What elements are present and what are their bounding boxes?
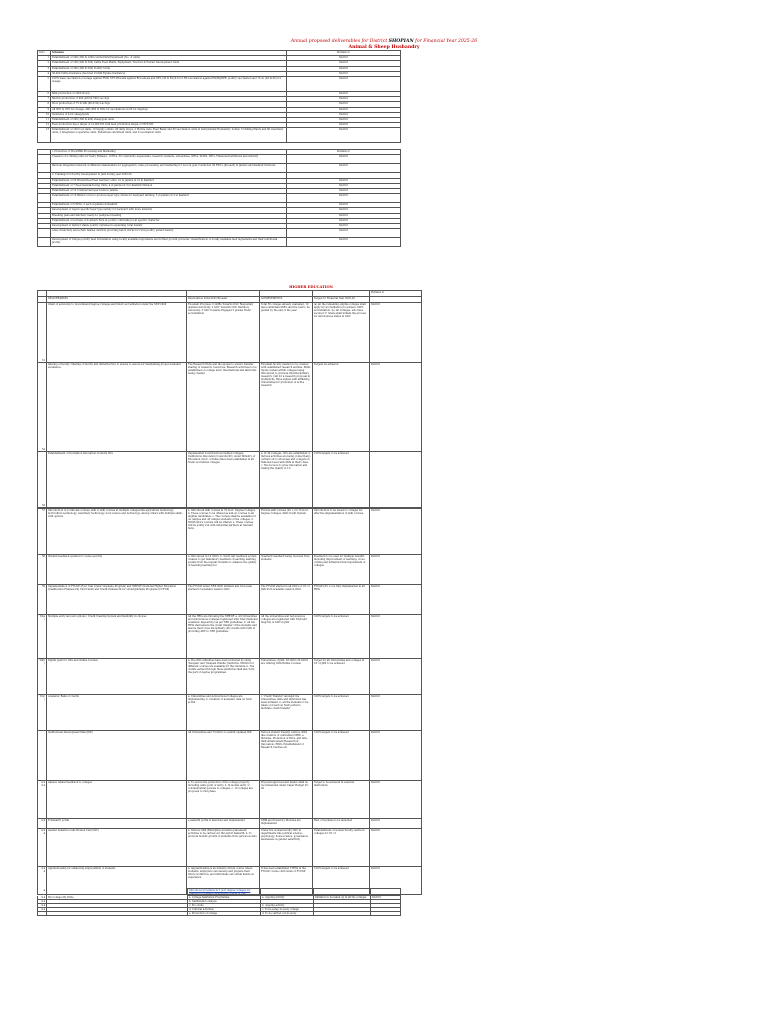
row-deliverable: Sharing of faculty: Sharing of faculty and infrastructure to ensure to ensure for maintaining proper academic excellence: [47, 363, 187, 452]
row-pertains: District: [370, 867, 422, 895]
row-number: 53: [38, 452, 47, 508]
table-row: [38, 143, 401, 150]
row-status: District: [287, 218, 401, 223]
row-status: District: [287, 155, 401, 164]
row-number: [38, 155, 51, 164]
table-row: [38, 194, 401, 203]
higher-education-label: HIGHER EDUCATION: [289, 285, 333, 289]
row-status: District: [287, 117, 401, 122]
row-intervention: a. Universities and Autonomous Colleges are implementing. b. Creation of academic data on NAD portal: [187, 695, 260, 731]
table-row: [38, 76, 401, 91]
row-pertains: District: [370, 731, 422, 781]
row-achievement: Various student friendly centres, IDPs like creation of centralized OBM, e-libraries, Promotion of IDCs, and ADs, Skill enhancement Research & Innovation, EDPs, Establishment of Research Centres etc.: [260, 731, 313, 781]
row-activity: Mutton production of 400 (450 & 500) Lac Kgs: [51, 97, 287, 102]
row-intervention: c. Eco clubs: [188, 904, 261, 908]
row-number: 4 4: [38, 908, 47, 912]
row-status: District: [287, 97, 401, 102]
row-status: District: [287, 123, 401, 128]
row-activity: 100% mass vaccination coverage against FMD, 55% Brucella against Brucellosis and 80% (30 & 50) ILS for HS vaccination against HS/BQ/PPR, poultry vaccination and 70 Ac (40 & 80) for dosage: [51, 76, 287, 91]
table-row: [38, 555, 422, 585]
row-deliverable: Apprenticeship for enhancing employability of students: [47, 867, 187, 895]
row-activity: Establishment of 10 Million crore to produce layer type chicks for backyard farming, 5 in Jammu & 5 in Kashmir: [51, 194, 287, 203]
row-achievement: a. In 30 Colleges, IICs are established. b. Various activities are being (collectively) carried out to showcase and compete in National Level with IIMs in their cities. c. The focus is to grow innovation and raising the quality of I.C.: [260, 452, 313, 508]
row-number: 4 4: [38, 896, 47, 900]
row-activity: Establishment of 10 Commercial layer Units in Jammu: [51, 189, 287, 194]
row-status: District: [287, 229, 401, 238]
row-target: 100% targets to be achieved: [313, 452, 370, 508]
row-activity: Build an integrated network of different stakeholders for aggregation, value processing, and marketing for wool & goat Conducted 30 FPO's (40 each) in Jammu and Kashmir Divisions: [51, 164, 287, 173]
row-target: 100% targets to be achieved: [313, 615, 370, 659]
row-status: District: [287, 102, 401, 107]
row-intervention: d. Cultural activities: [188, 908, 261, 912]
table-row: [38, 781, 422, 819]
row-intervention: The FYUGP under NEP 2020 initiated and four-scale started for academic session 2022: [187, 585, 260, 615]
row-number: 4: [38, 71, 51, 76]
table-row: [38, 731, 422, 781]
animal-husbandry-table: [37, 50, 401, 247]
row-number: [38, 229, 51, 238]
table-row: [38, 452, 422, 508]
row-number: 59: [38, 585, 47, 615]
row-achievement: All the universities and Autonomous colleges are registered with NAD and majority of GDC in J&K: [260, 615, 313, 659]
row-achievement: It has been established 5 HEIs in the FYUGP course curriculum of FYUGP: [260, 867, 313, 895]
row-activity: Development of region specific layer type variety for backyard with more intensity: [51, 208, 287, 213]
row-activity: Area of hatchery and a Fern market districts providing hatch chicks for rural poultry parent density: [51, 229, 287, 238]
row-target: 100% targets to be achieved: [313, 867, 370, 895]
row-activity: Breeding pens and hatchery ready for pedigree breeding: [51, 213, 287, 218]
row-activity: Milk production of 1000 lit (kl): [51, 91, 287, 96]
row-intervention: a. To secure the protection of the college property, including walls point of entry. b. In mobile entry of colonial/cabral persons to colleges. c. 10 colleges are proposed to 2nd phase: [187, 781, 260, 819]
row-target: Establishment of women faculty centre in colleges for UT of: [313, 829, 370, 867]
row-deliverable: Annexe related feedback to colleges: [47, 781, 187, 819]
row-activity: [51, 143, 287, 150]
section-title: Animal & Sheep Husbandry: [348, 44, 420, 50]
row-activity: Establishment of 5 PPUs, 3 each in Jammu & Kashmir: [51, 203, 287, 208]
row-number: 11: [38, 117, 51, 122]
row-activity: Establishment of a Grade of Southern Fern at poultry cultivating local specific character: [51, 218, 287, 223]
row-achievement: Excellent faculty relation to be created with established research entities. Multi-Spoke system within colleges being introduced to promote interdisciplinary research. Call for a research proposal in multiplicity. Have signed with affiliating Universities for promotion of active research: [260, 363, 313, 452]
table-row: [38, 164, 401, 173]
row-pertains: District: [370, 829, 422, 867]
row-number: 59(a): [38, 615, 47, 659]
row-status: Pertains to: [287, 150, 401, 155]
header-intervention: Introduced programs in 5 govt degree colleges for training for student/ ex-students course of J&K: [188, 889, 261, 896]
row-pertains: [371, 912, 401, 916]
row-number: 4 4: [38, 819, 47, 829]
row-deliverable: Multiple entry and exit options / Credit Clearing System and flexibility in choices: [47, 615, 187, 659]
row-activity: Establishment of 100 (200 & 500) Cattle Feed Plants, Equipment, Tractors & Fodder Development Units: [51, 61, 287, 66]
row-deliverable: Academic Bank of credits: [47, 695, 187, 731]
row-number: 4 4 4: [38, 829, 47, 867]
table-row: [38, 912, 401, 916]
higher-education-table-continued: [37, 508, 422, 895]
row-pertains: District: [370, 509, 422, 555]
table-row: [38, 363, 422, 452]
row-intervention: e-samarth portal is launched and implemented: [187, 819, 260, 829]
row-achievement: b. ongoing activity: [261, 904, 314, 908]
table-row: [38, 238, 401, 247]
row-pertains: District: [370, 695, 422, 731]
row-intervention: a. College Sanitation Programme: [188, 896, 261, 900]
row-deliverable: [47, 912, 188, 916]
row-intervention: a. Introduced in 14 GDCs. b. Swift, fair feedback system created to get mandatory feedback of teaching learning system from the regular students to enhance the quality of teaching learning for: [187, 555, 260, 585]
row-status: District: [287, 112, 401, 117]
table-row: [38, 829, 422, 867]
row-deliverable: Gender Sensitive Cells Women Cell (GSC): [47, 829, 187, 867]
row-deliverable: Implementation of FYUGP (Four Year Under Graduate Program) and NHEQF (National Higher Education Qualification Framework) Curriculum and Credit framework for Undergraduate Programs (CCFUP): [47, 585, 187, 615]
row-activity: Feed production has a target of 10,000 MT with feed production target of 5870 MT: [51, 123, 287, 128]
page-heading: [0, 39, 768, 50]
row-activity: Insurance of 4 for sheep/goats: [51, 112, 287, 117]
row-number: 5: [38, 76, 51, 91]
row-target: 100% targets to be achieved: [313, 695, 370, 731]
row-activity: Establishment of 100 food stalls, 10 Supply outlets, 80 dairy shops, 2 Mobile vans, Feed Bazar and 80 vaccination units in dairy/Animal Husbandry, fodder, 5 Chilling Plants and 80 veterinary units, 2 integrated cooperative units, Fishermen catchment units, and 8 vaccination units: [51, 128, 287, 143]
row-activity: Development of Unique poultry feed formulation using locally available ingredients and further growth promoter. Quantification of locally available feed ingredients and their nutritional profile: [51, 238, 287, 247]
row-intervention: Excellent Progress: 6 GDBs Towards UGC Requisitely granted Autonomy. 3 GDC Towards UGC Statutory Autonomy. 3 GDC Towards Engaged 5 grades NAAC accreditation: [187, 303, 260, 363]
row-number: 7: [38, 97, 51, 102]
row-deliverable: Digital push for ODL and Online Courses: [47, 659, 187, 695]
table-row: [38, 585, 422, 615]
header-sno: S.No: [38, 51, 51, 56]
row-status: District: [287, 66, 401, 71]
header-deliverables: DELIVERABLES: [47, 297, 187, 303]
row-achievement: UBM and Inventory Modules are implemented: [260, 819, 313, 829]
row-status: District: [287, 178, 401, 183]
row-number: 51: [38, 303, 47, 363]
row-pertains: District: [370, 615, 422, 659]
row-intervention: a. Various ODP (Enterprise incentive placement) activities to be carried out through E-Samarth. b. To promote holistic growth of students from various society: [187, 829, 260, 867]
row-status: District: [287, 208, 401, 213]
row-deliverable: Establishment of Incubation Innovation Councils IICs: [47, 452, 187, 508]
row-activity: Creation of 2 chilling units for Dairy Farmers, 10 RCs, 30 community dependents, research students, universities, NRCs, SLVPs, IVP's, Financial Institutions and industry: [51, 155, 287, 164]
row-number: [38, 194, 51, 203]
row-number: 52: [38, 363, 47, 452]
page-title: Annual proposed deliverables for District SHOPIAN for Financial Year 2025-26: [290, 39, 478, 44]
row-number: 6: [38, 91, 51, 96]
row-pertains: [370, 452, 422, 508]
row-achievement: Quarterly feedback being received from students.: [260, 555, 313, 585]
table-row: [38, 819, 422, 829]
table-row: [38, 303, 422, 363]
row-number: 9: [38, 107, 51, 112]
row-status: District: [287, 71, 401, 76]
row-target: Initiative to be taken up in all the colleges: [314, 896, 371, 900]
row-activity: Establishment of 200 (300 & 1000) Units/Units/Equipment (No. of units): [51, 56, 287, 61]
row-pertains: District: [370, 819, 422, 829]
row-number: 57: [38, 509, 47, 555]
row-intervention: e. Protection of college: [188, 912, 261, 916]
header-activity: Schemes: [51, 51, 287, 56]
row-target: FYUGP (P.Y. to be fully implemented in all HEIs: [313, 585, 370, 615]
row-number: [38, 731, 47, 781]
row-status: District: [287, 189, 401, 194]
row-intervention: a. Introduced skill courses in 70 Govt. Degree Colleges. b. These courses to be offered as add-on courses to all eligible candidates. c. The courses shall be available for on campus and off campus students of the colleges. d. 500(P)/more courses will be offered. e. These courses will be jointly run with industrial partners at relevant hubs.: [187, 509, 260, 555]
header-achievements: ACHIEVEMENTS: [260, 297, 313, 303]
row-deliverable: Introduction of vocational courses, skill or skill courses at multiple colleges like agriculture technology, horticulture technology, veterinary technology, food science and technology, among others with multiple skills, with options: [47, 509, 187, 555]
row-intervention: All Universities and 70 GDCs to submit updated IDP: [187, 731, 260, 781]
row-number: 59(c): [38, 695, 47, 731]
row-number: 10: [38, 112, 51, 117]
row-number: [38, 912, 47, 916]
row-pertains: District: [370, 659, 422, 695]
row-number: 4 4: [38, 900, 47, 904]
row-number: 4 4: [38, 904, 47, 908]
row-status: District: [287, 164, 401, 173]
row-number: 3: [38, 66, 51, 71]
row-intervention: a. The ODL initiatives have been promoted by using 'Swayam' and 'Swayam Prabha' platforms. MOOCs for different courses are available for the students. b. The credits earned through these platforms shall also form the part of degree programmes: [187, 659, 260, 695]
row-number: 12: [38, 123, 51, 128]
row-activity: Establishment of 7 Feed manufacturing Units, 4 in Jammu & 3 in Kashmir Division: [51, 183, 287, 188]
row-achievement: The FYUGP started in all GDCs of UT of J&K from academic session 2022: [260, 585, 313, 615]
row-activity: Wool production of 75 & 200 (80 & 90) Lac Kgs: [51, 102, 287, 107]
row-achievement: Proposal approved and tender shall be recommended under Capex Budget 25-26: [260, 781, 313, 819]
table-row: [38, 695, 422, 731]
table-row: [38, 509, 422, 555]
row-target: Introduction to be issued to colleges for effective implementation of skill courses.: [313, 509, 370, 555]
row-status: District: [287, 183, 401, 188]
row-activity: 2. Trainings for Poultry Development in Jails during year 2025-26: [51, 173, 287, 178]
row-target: Feedback to be used for multiple benefits including improvement of teaching, cross-cutting and infrastructural requirement of colleges: [313, 555, 370, 585]
higher-education-table-page3: [37, 888, 401, 916]
header-target: Target for Financial Year 2025-26: [313, 297, 370, 303]
table-row: [38, 155, 401, 164]
row-intervention: Implemented local NAAC-accredited colleges; Institutions Innovation Councils (IIC) under Ministry of Education (Govt. of India) have been established in all NAAC accredited colleges.: [187, 452, 260, 508]
district-name: SHOPIAN: [388, 39, 414, 44]
row-number: [38, 164, 51, 173]
row-intervention: b. Sanitization campus: [188, 900, 261, 904]
row-activity: Establishment of 20 Broiler/Desi Feed hatchery units, 10 in Jammu & 10 in Kashmir: [51, 178, 287, 183]
row-achievement: c. To be setup in every college: [261, 908, 314, 912]
row-target: Target for all Universities and colleges in UT of J&K to be achieved: [313, 659, 370, 695]
row-number: [38, 143, 51, 150]
row-number: 4 4 4 4: [38, 781, 47, 819]
header-status: Pertains to: [287, 51, 401, 56]
row-intervention: a. Apprenticeship is an industry-driven course where students, employers can develop and prepare their future workforce, and individuals can obtain hands-on experience: [187, 867, 260, 895]
row-intervention: The Research Hubs and the spokes to ensure transfer sharing of research, resources. Research activities to be established on college level. International and skill hubs being created: [187, 363, 260, 452]
row-target: Targets be achieved: [313, 363, 370, 452]
row-deliverable: Institutional Development Plan (IDP): [47, 731, 187, 781]
row-number: 13: [38, 128, 51, 143]
row-pertains: District: [371, 896, 401, 900]
table-row: [38, 659, 422, 695]
row-activity: Establishment of 200 (300 & 500) Poultry Units: [51, 66, 287, 71]
row-status: District: [287, 91, 401, 96]
table-header-row: 4 Introduced programs in 5 govt degree colleges for training for student/ ex-students course of J&K: [38, 889, 401, 896]
row-achievement: Provide skill courses (20 +) in 70 Govt. Degree Colleges. Skill Credit System: [260, 509, 313, 555]
row-status: District: [287, 128, 401, 143]
row-pertains: District: [370, 585, 422, 615]
header-interventions: Intervention 2024-2025 Broader: [187, 297, 260, 303]
row-achievement: Under the women faculty GSC in departments like political science, psychology, home science, governance, awareness on gender sensitivity: [260, 829, 313, 867]
row-achievement: Universities of J&K, 93 GDCs 20 GDCs are offering ODL/Online Courses: [260, 659, 313, 695]
row-activity: 30,000 Cattle Insurance (Secured 10,000 Equine Insurance): [51, 71, 287, 76]
row-status: District: [287, 61, 401, 66]
row-status: [287, 143, 401, 150]
row-achievement: i. 'Credit Transfer' amongst the Universities, links and institution has been initiated. ii. All the students to be taken on board on NAD portal to facilitate credit transfer: [260, 695, 313, 731]
row-activity: All 90% & 95% for dosage, 400 (450 & 500) for vaccinations in 95 for dippings: [51, 107, 287, 112]
row-deliverable: E-Samarth portal: [47, 819, 187, 829]
row-target: 100% targets to be achieved: [313, 731, 370, 781]
row-status: District: [287, 203, 401, 208]
row-status: District: [287, 56, 401, 61]
row-activity: Development of distinct stable poultry varieties in expanding rural density: [51, 223, 287, 228]
row-activity: i. Promotion of Wool/Milk Processing and Marketing: [51, 150, 287, 155]
row-number: 59(b): [38, 659, 47, 695]
row-activity: Establishment of 200 (300 & 400) sheep/goat units: [51, 117, 287, 122]
row-number: 58: [38, 555, 47, 585]
row-number: 8: [38, 102, 51, 107]
row-target: Rest of modules to be launched: [313, 819, 370, 829]
row-pertains: District: [370, 781, 422, 819]
row-status: District: [287, 213, 401, 218]
row-achievement: a. ongoing activity: [261, 896, 314, 900]
higher-education-table: [37, 290, 422, 508]
header-pertains: Pertains to: [370, 291, 422, 297]
table-row: [38, 615, 422, 659]
row-status: District: [287, 194, 401, 203]
row-number: [38, 238, 51, 247]
row-number: 4 4 4: [38, 867, 47, 895]
table-row: [38, 128, 401, 143]
row-status: District: [287, 76, 401, 91]
row-status: District: [287, 107, 401, 112]
row-pertains: District: [370, 555, 422, 585]
row-target: (a) all the remaining eligible colleges shall apply for accreditation (b) achieve 100% accreditation. (b) All Colleges, who have secured '2' Grade shall initiate the process for autonomous status in GDC: [313, 303, 370, 363]
row-deliverable: Student feedback system for course security: [47, 555, 187, 585]
row-deliverable: Grant of autonomy to Government Degree Colleges and NAAC accreditation under the NEP 2020: [47, 303, 187, 363]
row-number: 1: [38, 56, 51, 61]
row-target: [314, 912, 371, 916]
row-target: Target to be achieved in selected institutions: [313, 781, 370, 819]
row-pertains: District: [370, 303, 422, 363]
row-number: 2: [38, 61, 51, 66]
row-status: District: [287, 238, 401, 247]
table-row: [38, 229, 401, 238]
row-status: District: [287, 223, 401, 228]
row-pertains: District: [370, 363, 422, 452]
row-deliverable: My College My Pride: [47, 896, 188, 900]
row-intervention: All the HEIs are following the NHEQF. a. All Universities and Autonomous Colleges registered with NAD (National Academic Depository) as per NEP guidelines. b. All the HEIs shall ensure the credit transfer of the students and ensure their cross disciplinary (ID) credits with NAD in providing ABC to NEP guidelines: [187, 615, 260, 659]
row-achievement: Total 58 colleges already evaluated, 10 have submitted SSR's and the rest to be guided by the end of the year: [260, 303, 313, 363]
row-achievement: d. To be carried out in every: [261, 912, 314, 916]
